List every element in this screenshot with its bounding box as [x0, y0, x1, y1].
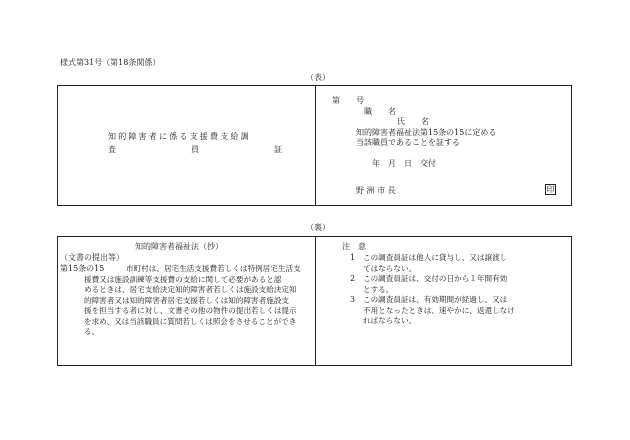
article-line: 援を担当する者に対し、文書その他の物件の提出若しくは提示 — [84, 306, 297, 315]
article-line: めるときは、居宅支給決定知的障害者若しくは施設支給決定知 — [84, 285, 297, 294]
note-line: ればならない。 — [363, 316, 417, 325]
note-line: この調査員証は他人に貸与し、又は譲渡し — [363, 253, 508, 262]
post-label: 職 名 — [364, 107, 396, 116]
title-char-1: 査 — [108, 145, 116, 154]
article-caption: （文書の提出等） — [60, 253, 124, 262]
issue-date: 年 月 日 交付 — [372, 159, 436, 168]
note-line: この調査員証は、有効期間が経過し、又は — [363, 295, 508, 304]
note-number: 2 — [350, 274, 356, 283]
law-title: 知的障害者福祉法（抄） — [135, 242, 223, 251]
article-number: 第15条の15 — [60, 264, 105, 273]
title-char-2: 員 — [191, 145, 199, 154]
front-divider — [315, 86, 316, 205]
note-line: 不用となったときは、速やかに、返還しなけ — [363, 305, 515, 315]
article-line: 市町村は、居宅生活支援費若しくは特例居宅生活支 — [126, 264, 301, 273]
form-number: 様式第31号（第18条関係） — [60, 58, 161, 67]
title-char-3: 証 — [274, 145, 282, 154]
card-title-line2 — [108, 145, 282, 155]
front-side-label: （表） — [306, 73, 330, 82]
article-line: る。 — [84, 327, 100, 336]
card-title-line1: 知的障害者に係る支援費支給調 — [108, 132, 251, 141]
cert-line-2: 当該職員であることを証する — [356, 138, 460, 147]
article-line: 援費又は施設訓練等支援費の支給に関して必要があると認 — [84, 274, 282, 284]
name-label: 氏 名 — [397, 117, 429, 126]
issuer-name: 野 洲 市 長 — [356, 186, 396, 195]
seal-char: 印 — [546, 185, 555, 194]
number-label: 第 号 — [332, 96, 364, 105]
article-line: を求め、又は当該職員に質問若しくは照会をさせることができ — [84, 316, 297, 326]
front-card — [57, 85, 572, 206]
note-line: とする。 — [363, 284, 394, 294]
note-number: 3 — [350, 295, 356, 304]
note-number: 1 — [350, 253, 356, 262]
back-card — [57, 236, 572, 366]
seal-mark — [545, 184, 556, 195]
back-divider — [315, 237, 316, 365]
note-line: てはならない。 — [363, 263, 417, 273]
notes-title: 注 意 — [342, 242, 366, 251]
article-line: 的障害者又は知的障害者居宅支援若しくは知的障害者施設支 — [84, 295, 290, 305]
back-side-label: （裏） — [306, 223, 330, 232]
note-line: この調査員証は、交付の日から１年間有効 — [363, 274, 508, 283]
cert-line-1: 知的障害者福祉法第15条の15に定める — [356, 128, 497, 137]
